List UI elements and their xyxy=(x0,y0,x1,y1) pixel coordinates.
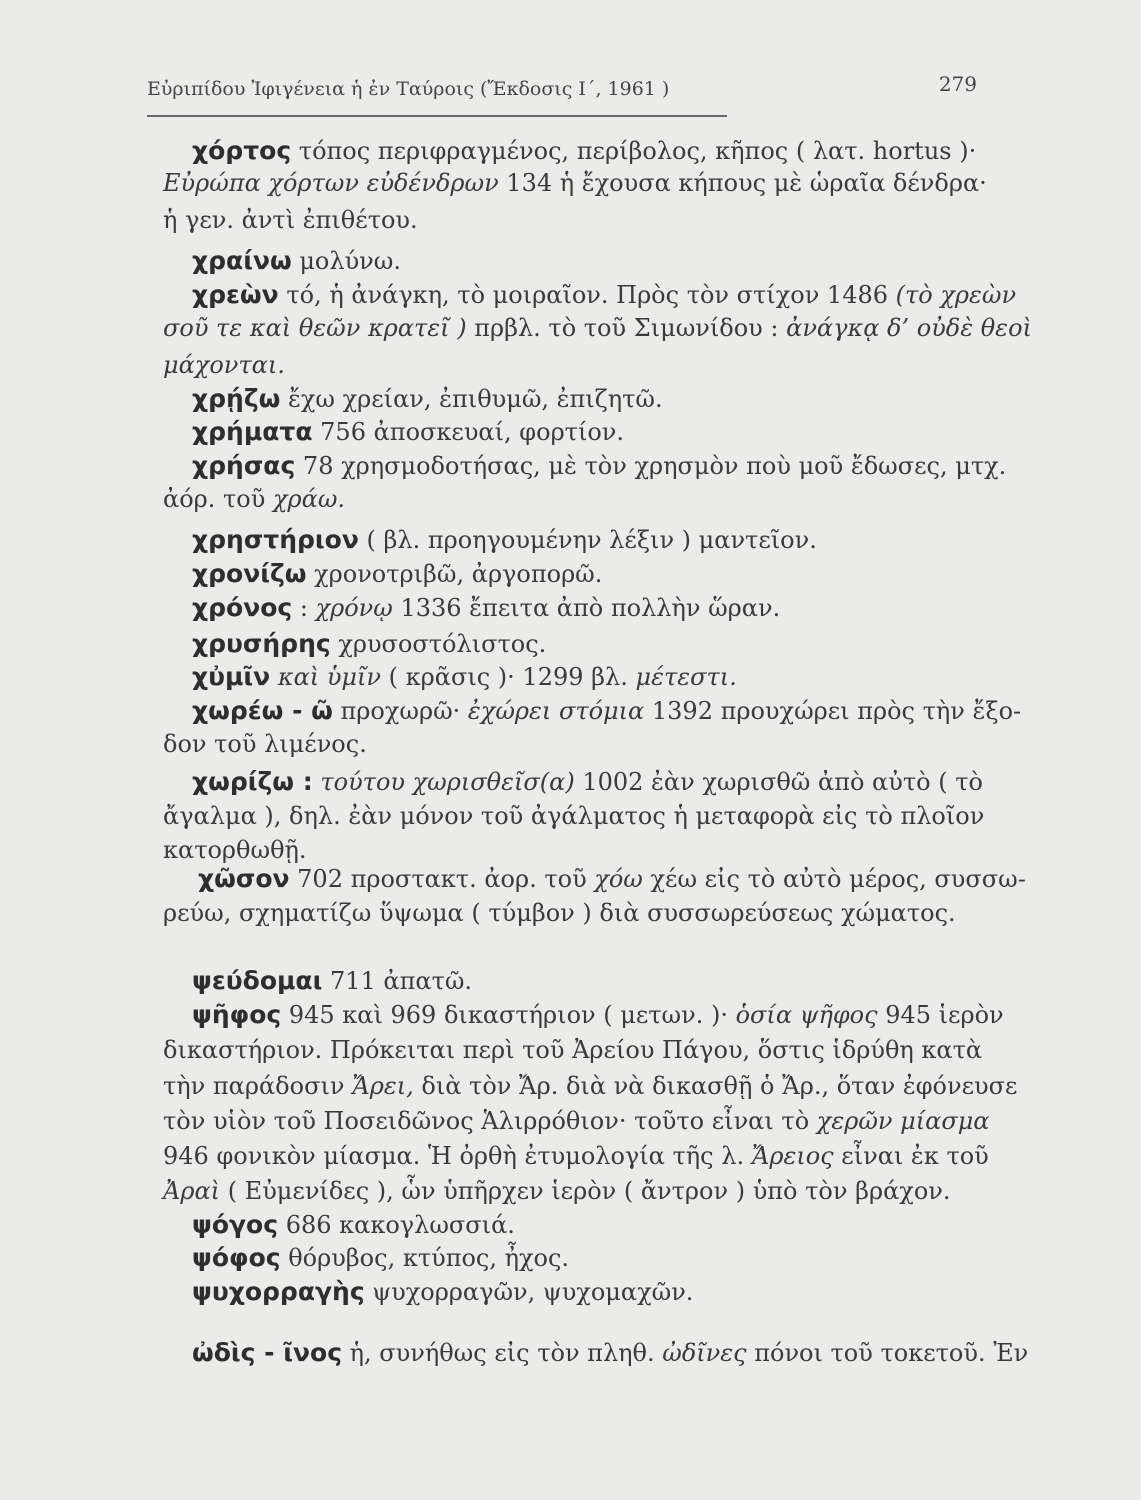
definition-text: 1392 προυχώρει πρὸς τὴν ἔξο- xyxy=(644,697,1022,725)
definition-text: 134 ἡ ἔχουσα κήπους μὲ ὡραῖα δένδρα· xyxy=(498,169,987,197)
italic-citation: σοῦ τε καὶ θεῶν κρατεῖ ) xyxy=(163,314,467,342)
definition-text: ἀόρ. τοῦ xyxy=(163,485,273,513)
entry-line xyxy=(192,1002,1004,1027)
definition-text: ψυχορραγῶν, ψυχομαχῶν. xyxy=(364,1278,694,1306)
definition-text: τὸν υἱὸν τοῦ Ποσειδῶνος Ἁλιρρόθιον· τοῦτο εἶναι τὸ xyxy=(163,1107,817,1135)
entry-line xyxy=(192,968,472,993)
definition-text: ἡ, συνήθως εἰς τὸν πληθ. xyxy=(342,1339,663,1367)
headword: χρόνος xyxy=(192,593,293,622)
definition-text: πόνοι τοῦ τοκετοῦ. Ἐν xyxy=(746,1339,1029,1367)
definition-text: 756 ἀποσκευαί, φορτίον. xyxy=(312,418,625,446)
italic-citation: Ἄρειος xyxy=(751,1142,834,1170)
definition-text: ἔχω χρείαν, ἐπιθυμῶ, ἐπιζητῶ. xyxy=(280,385,663,413)
definition-text: 945 ἱερὸν xyxy=(877,1001,1004,1029)
entry-line xyxy=(163,901,956,925)
headword: χόρτος xyxy=(192,136,292,165)
definition-text: χέω εἰς τὸ αὐτὸ μέρος, συσσω- xyxy=(642,865,1026,893)
italic-citation: χόω xyxy=(594,865,643,893)
headword: χρήσας xyxy=(192,451,296,480)
definition-text: : xyxy=(292,594,316,622)
headword: χρυσήρης xyxy=(192,629,331,658)
entry-line xyxy=(192,138,976,163)
definition-text: ρεύω, σχηματίζω ὕψωμα ( τύμβον ) διὰ συσσωρεύσεως χώματος. xyxy=(163,899,956,927)
headword: ψόγος xyxy=(192,1210,279,1239)
definition-text: δον τοῦ λιμένος. xyxy=(163,730,367,758)
headword: ψόφος xyxy=(192,1243,281,1272)
italic-citation: καὶ ὑμῖν xyxy=(277,663,381,691)
definition-text: τόπος περιφραγμένος, περίβολος, κῆπος ( λατ. hortus )· xyxy=(291,137,977,165)
headword: ψῆφος xyxy=(192,1000,282,1029)
entry-line xyxy=(192,1212,515,1237)
definition-text: ( Εὐμενίδες ), ὧν ὑπῆρχεν ἱερὸν ( ἄντρον ) ὑπὸ τὸν βράχον. xyxy=(220,1177,951,1205)
italic-citation: Εὐρώπα χόρτων εὐδένδρων xyxy=(163,169,499,197)
headword: χωρίζω : xyxy=(192,767,313,796)
entry-line xyxy=(192,631,546,656)
entry-line xyxy=(192,1340,1028,1365)
entry-line xyxy=(192,386,663,411)
headword: χραίνω xyxy=(192,246,292,275)
italic-citation: χράω. xyxy=(272,485,346,513)
entry-line xyxy=(163,353,285,377)
headword: ψεύδομαι xyxy=(192,966,323,995)
italic-citation: Ἄρει, xyxy=(352,1072,414,1100)
italic-citation: ἐχώρει στόμια xyxy=(467,697,645,725)
headword: χρονίζω xyxy=(192,559,307,588)
italic-citation: ὁσία ψῆφος xyxy=(735,1001,878,1029)
headword: ψυχορραγὴς xyxy=(192,1277,365,1306)
definition-text: θόρυβος, κτύπος, ἦχος. xyxy=(280,1244,570,1272)
headword: χὐμῖν xyxy=(192,662,271,691)
definition-text: μολύνω. xyxy=(291,247,401,275)
entry-line xyxy=(192,698,1021,723)
italic-citation: χερῶν μίασμα xyxy=(816,1107,990,1135)
definition-text: ἡ γεν. ἀντὶ ἐπιθέτου. xyxy=(163,206,418,234)
definition-text: 702 προστακτ. ἀορ. τοῦ xyxy=(289,865,595,893)
headword: χῶσον xyxy=(198,864,290,893)
entry-line xyxy=(163,1038,982,1062)
entry-line xyxy=(163,316,1032,340)
entry-line xyxy=(163,1074,1017,1098)
definition-text: 946 φονικὸν μίασμα. Ἡ ὀρθὴ ἐτυμολογία τῆς λ. xyxy=(163,1142,752,1170)
entry-line xyxy=(192,1279,693,1304)
entry-line xyxy=(192,248,401,273)
headword: χρῄζω xyxy=(192,384,281,413)
running-title: Εὐριπίδου Ἰφιγένεια ἡ ἐν Ταύροις (Ἔκδοσις Ι΄, 1961 ) xyxy=(147,78,670,100)
entry-line xyxy=(163,171,987,195)
definition-text: εἶναι ἐκ τοῦ xyxy=(833,1142,989,1170)
definition-text: 711 ἀπατῶ. xyxy=(322,967,473,995)
entry-line xyxy=(192,419,624,444)
entry-line xyxy=(163,487,345,511)
definition-text: δικαστήριον. Πρόκειται περὶ τοῦ Ἀρείου Πάγου, ὅστις ἱδρύθη κατὰ xyxy=(163,1036,983,1064)
headword: χρηστήριον xyxy=(192,525,359,554)
entry-line xyxy=(192,453,1006,478)
entry-line xyxy=(192,595,780,620)
italic-citation: Ἀραὶ xyxy=(163,1177,221,1205)
definition-text: τό, ἡ ἀνάγκη, τὸ μοιραῖον. Πρὸς τὸν στίχον 1486 xyxy=(278,281,896,309)
definition-text: προχωρῶ· xyxy=(332,697,468,725)
definition-text: 1002 ἐὰν χωρισθῶ ἀπὸ αὐτὸ ( τὸ xyxy=(574,768,983,796)
entry-line xyxy=(192,282,1016,307)
entry-line xyxy=(163,838,307,862)
entry-line xyxy=(192,664,737,689)
definition-text: 945 καὶ 969 δικαστήριον ( μετων. )· xyxy=(281,1001,736,1029)
definition-text: 1336 ἔπειτα ἀπὸ πολλὴν ὥραν. xyxy=(392,594,781,622)
definition-text: χρονοτριβῶ, ἀργοπορῶ. xyxy=(306,560,603,588)
headword: ὠδὶς - ῖνος xyxy=(192,1338,343,1367)
definition-text: κατορθωθῇ. xyxy=(163,836,307,864)
italic-citation: (τὸ χρεὼν xyxy=(895,281,1017,309)
entry-line xyxy=(163,208,418,232)
definition-text: 686 κακογλωσσιά. xyxy=(278,1211,515,1239)
entry-line xyxy=(163,732,367,756)
entry-line xyxy=(192,1245,569,1270)
entry-line xyxy=(198,866,1026,891)
entry-line xyxy=(163,1109,990,1133)
definition-text xyxy=(270,663,278,691)
headword: χρεὼν xyxy=(192,280,279,309)
entry-line xyxy=(192,527,817,552)
entry-line xyxy=(163,1179,950,1203)
italic-citation: ὠδῖνες xyxy=(662,1339,747,1367)
definition-text: 78 χρησμοδοτήσας, μὲ τὸν χρησμὸν ποὺ μοῦ ἔδωσες, μτχ. xyxy=(295,452,1007,480)
italic-citation: μάχονται. xyxy=(163,351,285,379)
page-number: 279 xyxy=(938,72,977,96)
entry-line xyxy=(163,1144,989,1168)
definition-text: ( κρᾶσις )· 1299 βλ. xyxy=(381,663,636,691)
entry-line xyxy=(192,561,602,586)
entry-line xyxy=(163,804,984,828)
italic-citation: μέτεστι. xyxy=(635,663,737,691)
italic-citation: ἀνάγκᾳ δ’ οὐδὲ θεοὶ xyxy=(786,314,1032,342)
definition-text: ( βλ. προηγουμένην λέξιν ) μαντεῖον. xyxy=(358,526,817,554)
header-rule xyxy=(147,115,727,117)
headword: χωρέω - ῶ xyxy=(192,696,333,725)
entry-line xyxy=(192,769,983,794)
definition-text: χρυσοστόλιστος. xyxy=(330,630,547,658)
definition-text: τὴν παράδοσιν xyxy=(163,1072,353,1100)
definition-text: διὰ τὸν Ἄρ. διὰ νὰ δικασθῇ ὁ Ἄρ., ὅταν ἐφόνευσε xyxy=(413,1072,1018,1100)
definition-text: ἄγαλμα ), δηλ. ἐὰν μόνον τοῦ ἀγάλματος ἡ μεταφορὰ εἰς τὸ πλοῖον xyxy=(163,802,985,830)
headword: χρήματα xyxy=(192,417,313,446)
definition-text: πρβλ. τὸ τοῦ Σιμωνίδου : xyxy=(466,314,787,342)
italic-citation: χρόνῳ xyxy=(315,594,393,622)
italic-citation: τούτου χωρισθεῖσ(α) xyxy=(320,768,575,796)
